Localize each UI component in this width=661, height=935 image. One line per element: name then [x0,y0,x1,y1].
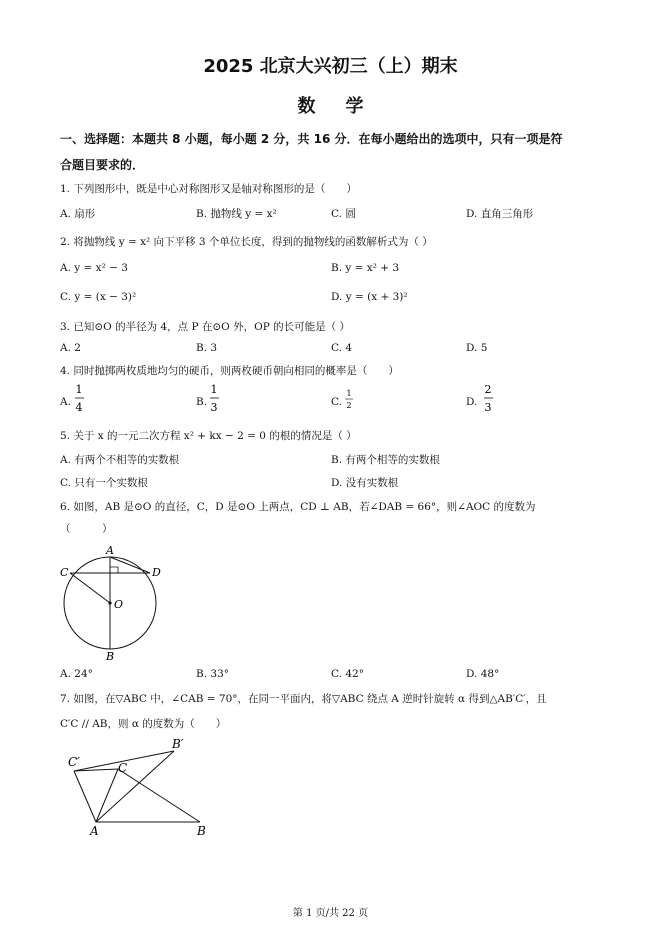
question-5-option-b: B. 有两个相等的实数根 [331,454,440,466]
svg-text:2: 2 [484,383,492,396]
question-7-stem-cont: C′C // AB，则 α 的度数为（ ） [60,718,227,730]
question-5-option-c: C. 只有一个实数根 [60,477,148,489]
question-6-option-d: D. 48° [466,668,500,680]
question-2-option-c: C. y = (x − 3)² [60,291,137,303]
label-d: D [152,566,161,579]
label-c-prime: C′ [68,755,80,769]
question-6-option-c: C. 42° [331,668,364,680]
question-1-option-b: B. 抛物线 y = x² [196,208,277,220]
question-1-stem: 1. 下列图形中，既是中心对称图形又是轴对称图形的是（ ） [60,183,357,195]
question-3-stem: 3. 已知⊙O 的半径为 4，点 P 在⊙O 外，OP 的长可能是（ ） [60,321,350,333]
subject-title: 数学 [297,96,394,117]
question-6-option-a: A. 24° [60,668,93,680]
label-c: C [118,761,128,775]
fraction-c [345,389,353,410]
question-1-option-d: D. 直角三角形 [466,208,534,220]
question-7-stem: 7. 如图，在▽ABC 中，∠CAB = 70°，在同一平面内，将▽ABC 绕点 A 逆时针旋转 α 得到△AB′C′，且 [60,693,547,705]
right-angle-mark [110,567,118,573]
question-2-option-d: D. y = (x + 3)² [331,291,408,303]
question-4-option-a: A. [60,396,71,408]
label-b-prime: B′ [172,737,184,751]
question-5-option-d: D. 没有实数根 [331,477,399,489]
question-5-stem: 5. 关于 x 的一元二次方程 x² + kx − 2 = 0 的根的情况是（ ） [60,430,357,442]
question-4-stem: 4. 同时抛掷两枚质地均匀的硬币，则两枚硬币朝向相同的概率是（ ） [60,365,399,377]
question-7-figure [60,734,220,842]
fraction-b [210,383,219,414]
segment-a-b-prime [96,751,174,822]
svg-text:4: 4 [75,401,83,414]
section-heading-cont: 合题目要求的． [60,158,145,172]
question-4-option-c: C. [331,396,342,408]
center-point [108,601,111,604]
question-5-option-a: A. 有两个不相等的实数根 [60,454,180,466]
question-4-option-b: B. [196,396,208,408]
segment-cb [118,769,200,822]
question-2-stem: 2. 将抛物线 y = x² 向下平移 3 个单位长度，得到的抛物线的函数解析式为（ ） [60,236,433,248]
question-3-option-c: C. 4 [331,342,353,354]
question-1-option-c: C. 圆 [331,208,356,220]
label-a: A [106,544,114,557]
label-c: C [60,566,69,579]
segment-ac [96,769,118,822]
question-6-stem: 6. 如图，AB 是⊙O 的直径，C，D 是⊙O 上两点，CD ⊥ AB，若∠DAB = 66°，则∠AOC 的度数为 [60,501,536,513]
svg-text:3: 3 [484,401,492,414]
svg-text:1: 1 [210,383,218,396]
fraction-d [484,383,493,414]
question-3-option-b: B. 3 [196,342,218,354]
question-1-option-a: A. 扇形 [60,208,96,220]
segment-oc [70,573,110,603]
question-6-stem-cont: （ ） [60,523,113,535]
page-title: 2025 北京大兴初三（上）期末 [203,56,458,77]
segment-ad [110,557,150,573]
segment-a-c-prime [74,771,96,822]
page-footer: 第 1 页/共 22 页 [292,908,369,919]
question-3-option-a: A. 2 [60,342,81,354]
label-b: B [106,650,115,662]
label-o: O [114,598,124,611]
question-6-figure [58,542,168,662]
svg-text:1: 1 [346,389,352,398]
question-6-option-b: B. 33° [196,668,230,680]
question-3-option-d: D. 5 [466,342,488,354]
label-b: B [197,824,206,838]
question-2-option-a: A. y = x² − 3 [60,262,128,274]
section-heading: 一、选择题：本题共 8 小题，每小题 2 分，共 16 分．在每小题给出的选项中，只有一项是符 [60,132,563,146]
fraction-a [75,383,84,414]
label-a: A [90,824,99,838]
svg-text:1: 1 [75,383,83,396]
question-4-option-d: D. [466,396,478,408]
svg-text:3: 3 [210,401,218,414]
question-2-option-b: B. y = x² + 3 [331,262,400,274]
svg-text:2: 2 [346,401,352,410]
